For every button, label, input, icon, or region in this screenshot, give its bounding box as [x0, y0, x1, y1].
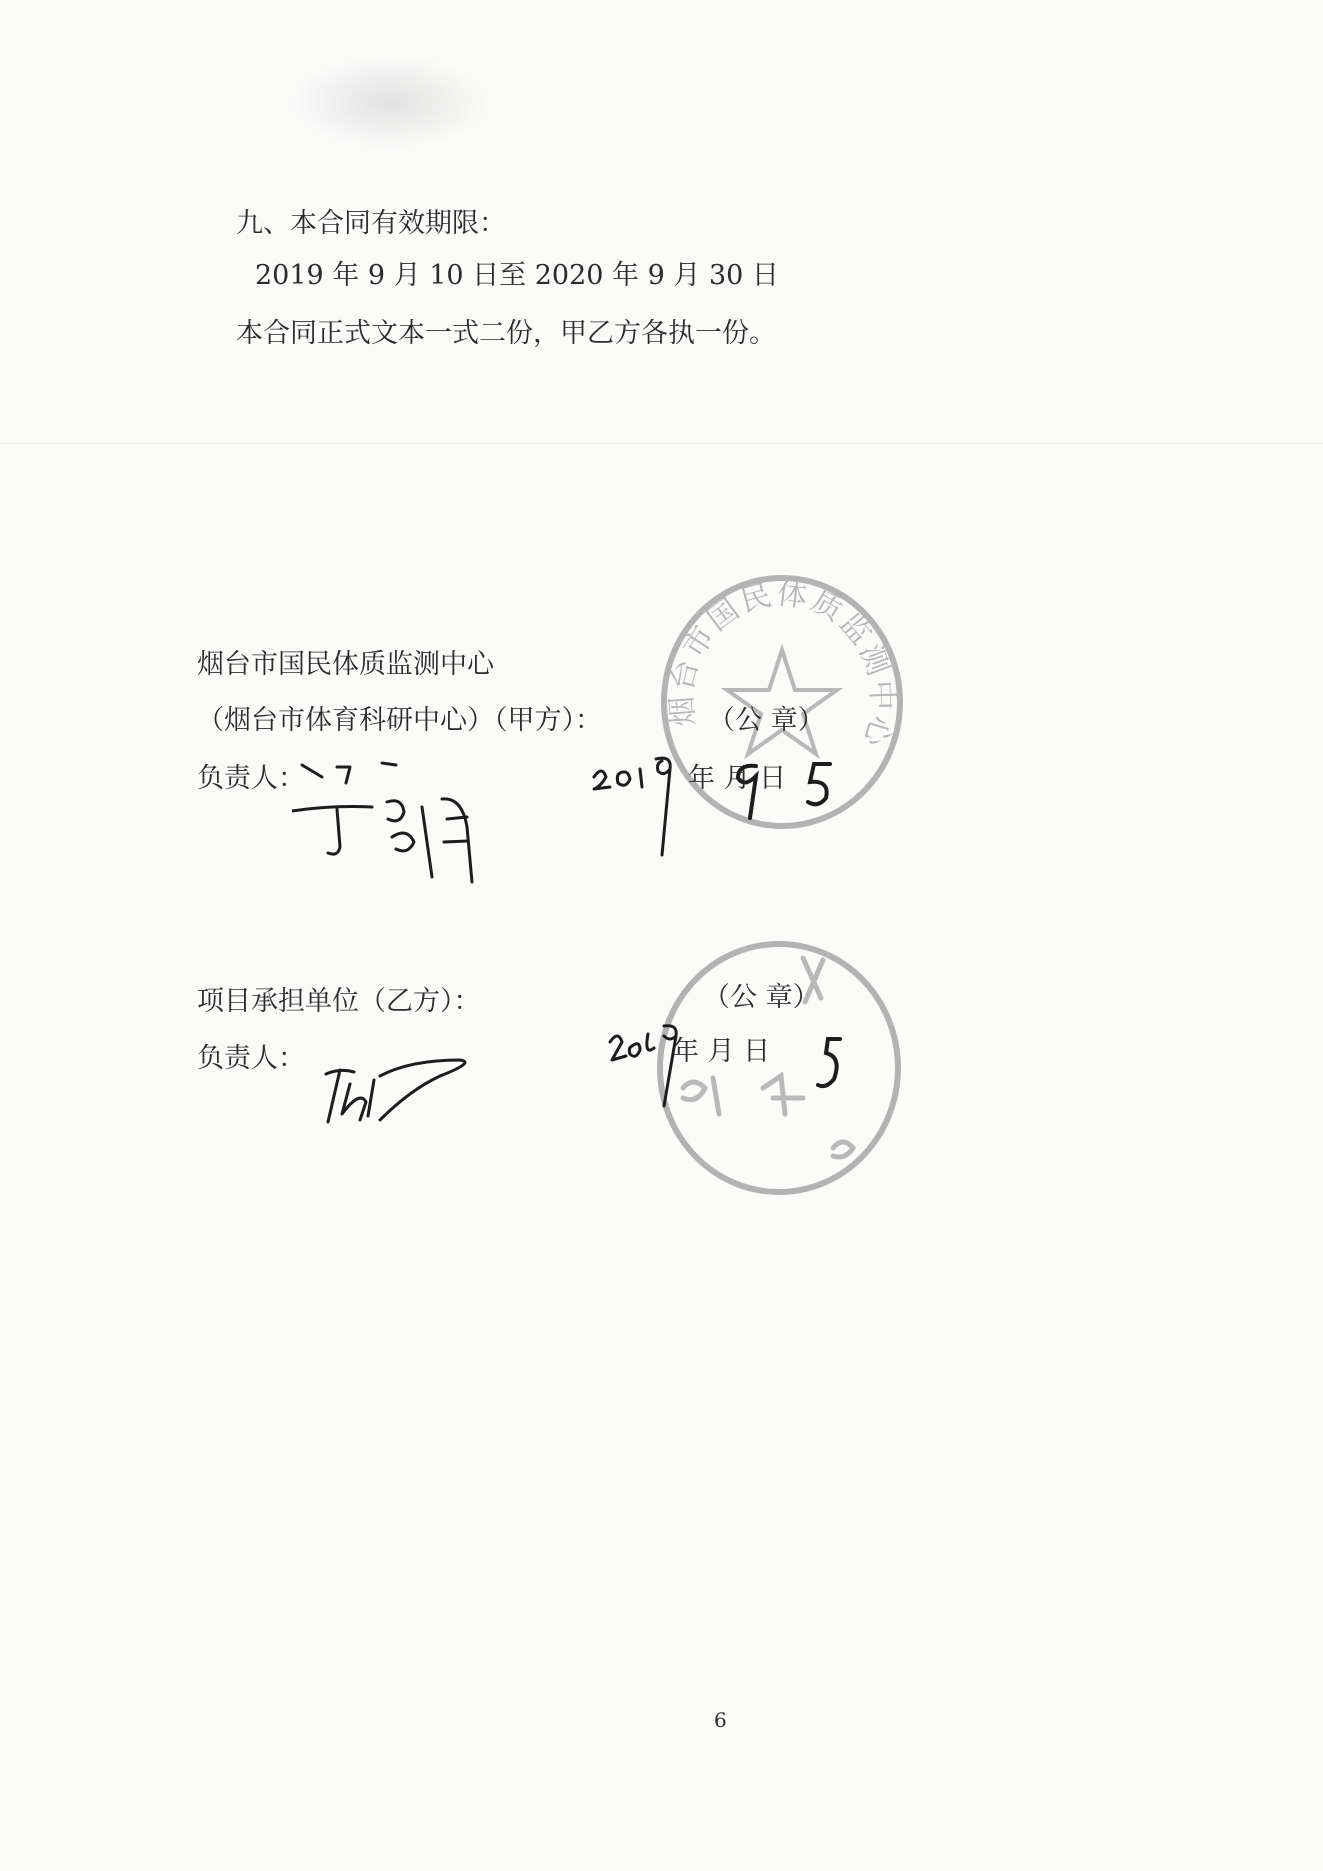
party-a-responsible-label: 负责人： — [197, 763, 305, 794]
party-b-seal-label: （公 章） — [703, 982, 820, 1013]
copies-note: 本合同正式文本一式二份，甲乙方各执一份。 — [236, 318, 776, 349]
party-a-name: 烟台市国民体质监测中心 — [197, 649, 494, 680]
party-b-date-label: 年 月 日 — [672, 1036, 771, 1067]
party-b-handwritten-day — [812, 1035, 847, 1095]
party-a-date-label: 年 月 日 — [688, 763, 787, 794]
party-a-signature — [292, 757, 507, 892]
party-a-handwritten-year — [592, 755, 690, 860]
page-number: 6 — [714, 1708, 727, 1732]
scan-fold-line — [0, 443, 1323, 444]
party-a-name-secondary: （烟台市体育科研中心）（甲方）： — [197, 705, 602, 736]
term-period: 2019 年 9 月 10 日至 2020 年 9 月 30 日 — [255, 260, 779, 291]
scan-smudge — [290, 55, 490, 150]
party-a-seal-label: （公 章） — [708, 705, 825, 736]
party-a-handwritten-day — [800, 760, 840, 812]
party-b-seal — [653, 938, 905, 1198]
party-a-seal-text: 烟台市国民体质监测中心 — [664, 576, 900, 754]
party-b-signature — [320, 1050, 480, 1130]
party-b-name: 项目承担单位（乙方）： — [197, 986, 481, 1017]
party-b-responsible-label: 负责人： — [197, 1043, 305, 1074]
party-a-handwritten-month — [730, 760, 770, 822]
term-title: 九、本合同有效期限： — [236, 208, 506, 239]
party-b-handwritten-year — [608, 1022, 682, 1110]
